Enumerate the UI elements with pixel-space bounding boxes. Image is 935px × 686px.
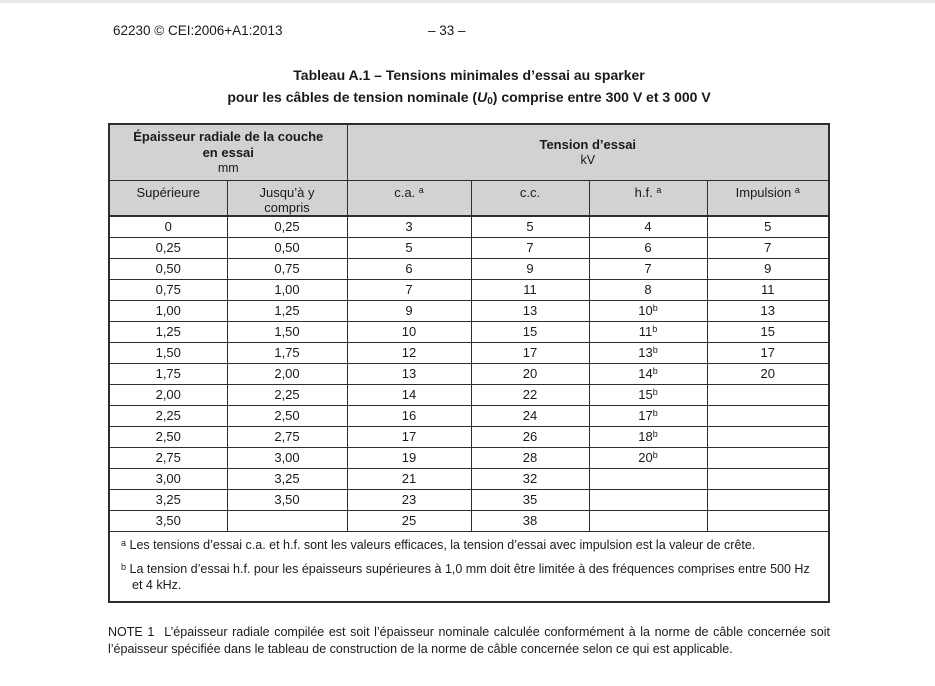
table-row xyxy=(109,427,829,448)
superscript-marker: a xyxy=(656,185,662,195)
page-content xyxy=(108,65,830,658)
column-header-jusqua: Jusqu’à y compris xyxy=(227,181,347,217)
footnote-a xyxy=(117,537,818,554)
table-cell: 22 xyxy=(471,385,589,406)
header-columns-row xyxy=(109,181,829,217)
footnote-a-text: Les tensions d’essai c.a. et h.f. sont les valeurs efficaces, la tension d’essai avec impulsion est la valeur de crête. xyxy=(129,538,756,552)
page-number: – 33 – xyxy=(428,23,466,38)
table-cell: 35 xyxy=(471,490,589,511)
table-row xyxy=(109,385,829,406)
column-header-hf: h.f. $^a$ xyxy=(589,181,707,217)
superscript-marker: b xyxy=(652,408,658,418)
table-cell: 1,00 xyxy=(109,301,227,322)
table-row xyxy=(109,364,829,385)
table-cell: 11$^b$ xyxy=(589,322,707,343)
table-cell xyxy=(707,427,829,448)
table-cell: 1,25 xyxy=(227,301,347,322)
title-voltage-subscript: 0 xyxy=(487,95,493,107)
table-cell xyxy=(707,406,829,427)
table-row xyxy=(109,448,829,469)
table-cell: 17$^b$ xyxy=(589,406,707,427)
document-reference: 62230 © CEI:2006+A1:2013 xyxy=(113,23,283,38)
table-cell: 15 xyxy=(471,322,589,343)
header-voltage-group xyxy=(347,124,829,181)
table-cell xyxy=(589,490,707,511)
table-cell: 9 xyxy=(471,259,589,280)
table-cell: 6 xyxy=(347,259,471,280)
table-cell: 5 xyxy=(347,238,471,259)
superscript-marker: b xyxy=(652,387,658,397)
column-header-superieure: Supérieure xyxy=(109,181,227,217)
table-cell: 13 xyxy=(471,301,589,322)
table-cell: 2,50 xyxy=(227,406,347,427)
table-cell: 17 xyxy=(707,343,829,364)
table-cell: 3,25 xyxy=(227,469,347,490)
table-cell: 2,50 xyxy=(109,427,227,448)
test-voltage-table xyxy=(108,123,830,603)
superscript-marker: a xyxy=(794,185,800,195)
table-cell: 19 xyxy=(347,448,471,469)
table-cell: 0,25 xyxy=(227,216,347,238)
superscript-marker: b xyxy=(652,366,658,376)
footnotes-row xyxy=(109,532,829,602)
table-cell xyxy=(227,511,347,532)
table-cell: 1,50 xyxy=(109,343,227,364)
table-cell: 20 xyxy=(471,364,589,385)
table-cell: 14$^b$ xyxy=(589,364,707,385)
table-cell: 0,75 xyxy=(109,280,227,301)
superscript-marker: b xyxy=(652,303,658,313)
note-paragraph xyxy=(108,624,830,658)
table-row xyxy=(109,216,829,238)
table-cell: 24 xyxy=(471,406,589,427)
table-cell: 10 xyxy=(347,322,471,343)
table-cell: 3,50 xyxy=(109,511,227,532)
table-cell: 7 xyxy=(707,238,829,259)
table-cell: 3,50 xyxy=(227,490,347,511)
table-cell: 3,00 xyxy=(227,448,347,469)
table-cell: 9 xyxy=(707,259,829,280)
title-line2-prefix: pour les câbles de tension nominale ( xyxy=(227,88,478,105)
header-group-row xyxy=(109,124,829,181)
table-row xyxy=(109,322,829,343)
table-cell: 3,00 xyxy=(109,469,227,490)
footnote-b xyxy=(117,561,818,594)
footnotes-cell xyxy=(109,532,829,602)
table-header xyxy=(109,124,829,216)
title-voltage-symbol: U xyxy=(477,88,488,105)
table-cell: 14 xyxy=(347,385,471,406)
table-cell: 5 xyxy=(471,216,589,238)
column-header-ca: c.a. $^a$ xyxy=(347,181,471,217)
page-header xyxy=(0,23,935,41)
table-cell: 2,00 xyxy=(109,385,227,406)
table-cell: 10$^b$ xyxy=(589,301,707,322)
voltage-group-unit: kV xyxy=(580,153,596,167)
table-cell: 2,25 xyxy=(109,406,227,427)
table-cell: 1,50 xyxy=(227,322,347,343)
table-cell: 38 xyxy=(471,511,589,532)
table-cell: 28 xyxy=(471,448,589,469)
table-cell: 7 xyxy=(589,259,707,280)
footnote-b-text: La tension d’essai h.f. pour les épaisseurs supérieures à 1,0 mm doit être limitée à des fréquences comprises entre 500 Hz et 4 kHz. xyxy=(129,561,810,592)
table-cell xyxy=(707,385,829,406)
column-header-cc: c.c. xyxy=(471,181,589,217)
superscript-marker: b xyxy=(652,345,658,355)
table-row xyxy=(109,490,829,511)
table-cell: 7 xyxy=(471,238,589,259)
table-cell: 1,75 xyxy=(109,364,227,385)
table-cell: 20 xyxy=(707,364,829,385)
table-cell: 0,50 xyxy=(227,238,347,259)
table-row xyxy=(109,469,829,490)
table-cell: 2,75 xyxy=(109,448,227,469)
table-cell: 7 xyxy=(347,280,471,301)
column-header-impulsion: Impulsion $^a$ xyxy=(707,181,829,217)
table-row xyxy=(109,511,829,532)
table-cell: 1,25 xyxy=(109,322,227,343)
table-cell: 4 xyxy=(589,216,707,238)
table-row xyxy=(109,259,829,280)
table-cell: 17 xyxy=(347,427,471,448)
table-cell: 1,75 xyxy=(227,343,347,364)
superscript-marker: b xyxy=(652,324,658,334)
table-cell: 3 xyxy=(347,216,471,238)
table-cell: 0 xyxy=(109,216,227,238)
table-cell xyxy=(707,448,829,469)
table-cell xyxy=(589,511,707,532)
table-cell: 15 xyxy=(707,322,829,343)
thickness-group-unit: mm xyxy=(217,161,239,175)
table-cell: 3,25 xyxy=(109,490,227,511)
table-cell: 32 xyxy=(471,469,589,490)
table-cell xyxy=(589,469,707,490)
table-cell: 20$^b$ xyxy=(589,448,707,469)
table-cell: 26 xyxy=(471,427,589,448)
table-cell: 0,25 xyxy=(109,238,227,259)
table-cell xyxy=(707,469,829,490)
header-thickness-group xyxy=(109,124,347,181)
table-cell: 5 xyxy=(707,216,829,238)
title-line2-suffix: ) comprise entre 300 V et 3 000 V xyxy=(492,88,711,105)
table-cell: 0,50 xyxy=(109,259,227,280)
table-cell: 9 xyxy=(347,301,471,322)
table-row xyxy=(109,280,829,301)
footnote-b-marker: b xyxy=(121,561,127,572)
thickness-group-title: Épaisseur radiale de la couche en essai xyxy=(133,129,324,160)
table-row xyxy=(109,301,829,322)
table-title xyxy=(108,65,830,108)
table-row xyxy=(109,238,829,259)
table-cell: 2,00 xyxy=(227,364,347,385)
table-cell: 16 xyxy=(347,406,471,427)
table-cell: 2,75 xyxy=(227,427,347,448)
superscript-marker: b xyxy=(652,450,658,460)
table-footnotes xyxy=(109,532,829,602)
table-body xyxy=(109,216,829,532)
table-row xyxy=(109,406,829,427)
footnote-a-marker: a xyxy=(121,538,127,548)
table-cell: 2,25 xyxy=(227,385,347,406)
table-cell: 13 xyxy=(347,364,471,385)
table-cell: 11 xyxy=(471,280,589,301)
table-cell: 11 xyxy=(707,280,829,301)
note-text: L’épaisseur radiale compilée est soit l’épaisseur nominale calculée conformément à la norme de câble concernée soit l’épaisseur spécifiée dans le tableau de construction de la norme de câble concernée selon ce qui est applicable. xyxy=(108,624,830,656)
table-cell: 6 xyxy=(589,238,707,259)
table-cell: 18$^b$ xyxy=(589,427,707,448)
table-cell: 13 xyxy=(707,301,829,322)
note-label: NOTE 1 xyxy=(108,624,155,639)
table-title-line2 xyxy=(108,87,830,109)
table-cell: 15$^b$ xyxy=(589,385,707,406)
table-cell xyxy=(707,490,829,511)
table-cell: 21 xyxy=(347,469,471,490)
table-cell: 8 xyxy=(589,280,707,301)
superscript-marker: b xyxy=(652,429,658,439)
table-cell: 1,00 xyxy=(227,280,347,301)
table-cell: 25 xyxy=(347,511,471,532)
voltage-group-title: Tension d’essai xyxy=(539,137,637,152)
superscript-marker: a xyxy=(418,185,424,195)
table-cell: 12 xyxy=(347,343,471,364)
table-title-line1: Tableau A.1 – Tensions minimales d’essai au sparker xyxy=(293,67,645,83)
table-cell: 13$^b$ xyxy=(589,343,707,364)
table-cell: 17 xyxy=(471,343,589,364)
table-cell xyxy=(707,511,829,532)
table-row xyxy=(109,343,829,364)
table-cell: 23 xyxy=(347,490,471,511)
table-cell: 0,75 xyxy=(227,259,347,280)
